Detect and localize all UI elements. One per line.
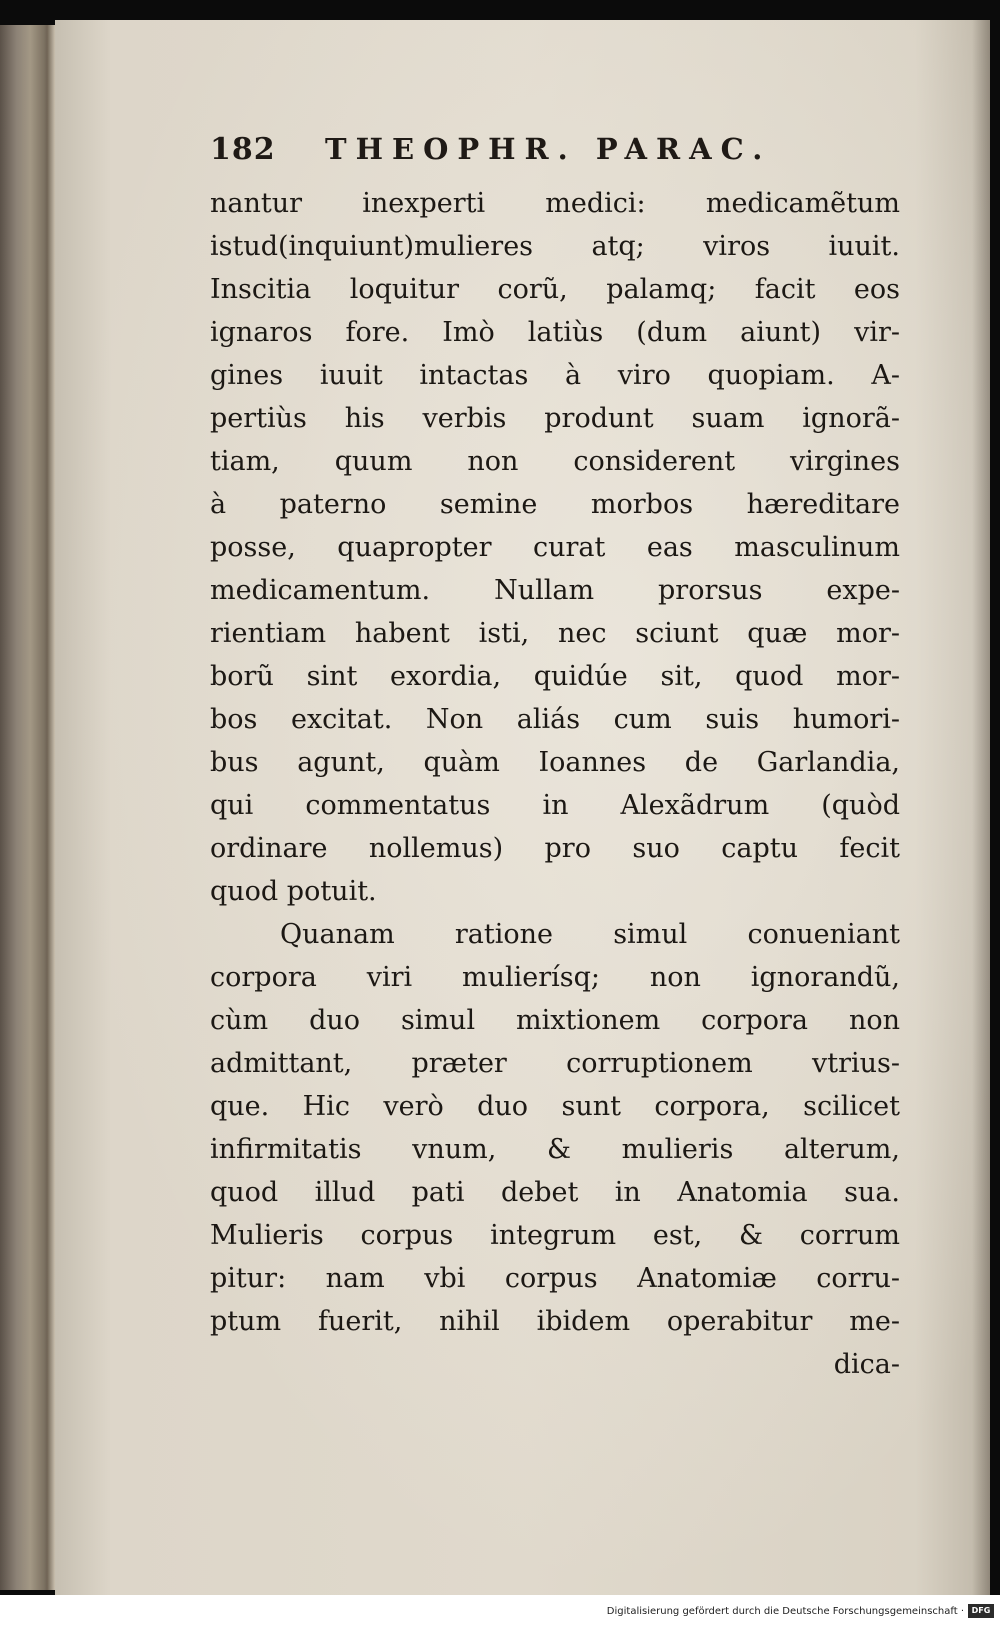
text-line: infirmitatis vnum, & mulieris alterum,	[210, 1134, 900, 1165]
body-text	[210, 182, 900, 1386]
text-line: ignaros fore. Imò latiùs (dum aiunt) vir-	[210, 317, 900, 348]
text-line: pertiùs his verbis produnt suam ignorã-	[210, 403, 900, 434]
text-line: gines iuuit intactas à viro quopiam. A-	[210, 360, 900, 391]
text-line: medicamentum. Nullam prorsus expe-	[210, 575, 900, 606]
text-line: posse, quapropter curat eas masculinum	[210, 532, 900, 563]
page-gutter-shadow	[972, 20, 990, 1595]
dfg-logo: DFG	[968, 1604, 994, 1618]
text-line: bus agunt, quàm Ioannes de Garlandia,	[210, 747, 900, 778]
text-line: à paterno semine morbos hæreditare	[210, 489, 900, 520]
text-line: istud(inquiunt)mulieres atq; viros iuuit.	[210, 231, 900, 262]
running-head	[210, 132, 850, 172]
book-edge	[0, 25, 55, 1590]
text-line: admittant, præter corruptionem vtrius-	[210, 1048, 900, 1079]
text-line: pitur: nam vbi corpus Anatomiæ corru-	[210, 1263, 900, 1294]
text-line: Mulieris corpus integrum est, & corrum	[210, 1220, 900, 1251]
text-line: quod illud pati debet in Anatomia sua.	[210, 1177, 900, 1208]
text-line: borũ sint exordia, quidúe sit, quod mor-	[210, 661, 900, 692]
text-line: cùm duo simul mixtionem corpora non	[210, 1005, 900, 1036]
text-line: rientiam habent isti, nec sciunt quæ mor-	[210, 618, 900, 649]
running-head-title: THEOPHR. PARAC.	[325, 132, 772, 166]
text-line: quod potuit.	[210, 876, 377, 907]
digitization-footer	[0, 1595, 1000, 1628]
page-number: 182	[210, 132, 276, 167]
footer-credit: Digitalisierung gefördert durch die Deutsche Forschungsgemeinschaft ·	[606, 1606, 964, 1617]
text-line: ordinare nollemus) pro suo captu fecit	[210, 833, 900, 864]
text-line: Inscitia loquitur corũ, palamq; facit eos	[210, 274, 900, 305]
paragraph-first-line: Quanam ratione simul conueniant	[280, 919, 900, 950]
text-line: que. Hic verò duo sunt corpora, scilicet	[210, 1091, 900, 1122]
catchword: dica-	[833, 1349, 900, 1380]
text-line: ptum fuerit, nihil ibidem operabitur me-	[210, 1306, 900, 1337]
text-line: tiam, quum non considerent virgines	[210, 446, 900, 477]
text-line: corpora viri mulierísq; non ignorandũ,	[210, 962, 900, 993]
text-line: bos excitat. Non aliás cum suis humori-	[210, 704, 900, 735]
text-line: nantur inexperti medici: medicamẽtum	[210, 188, 900, 219]
text-line: qui commentatus in Alexãdrum (quòd	[210, 790, 900, 821]
